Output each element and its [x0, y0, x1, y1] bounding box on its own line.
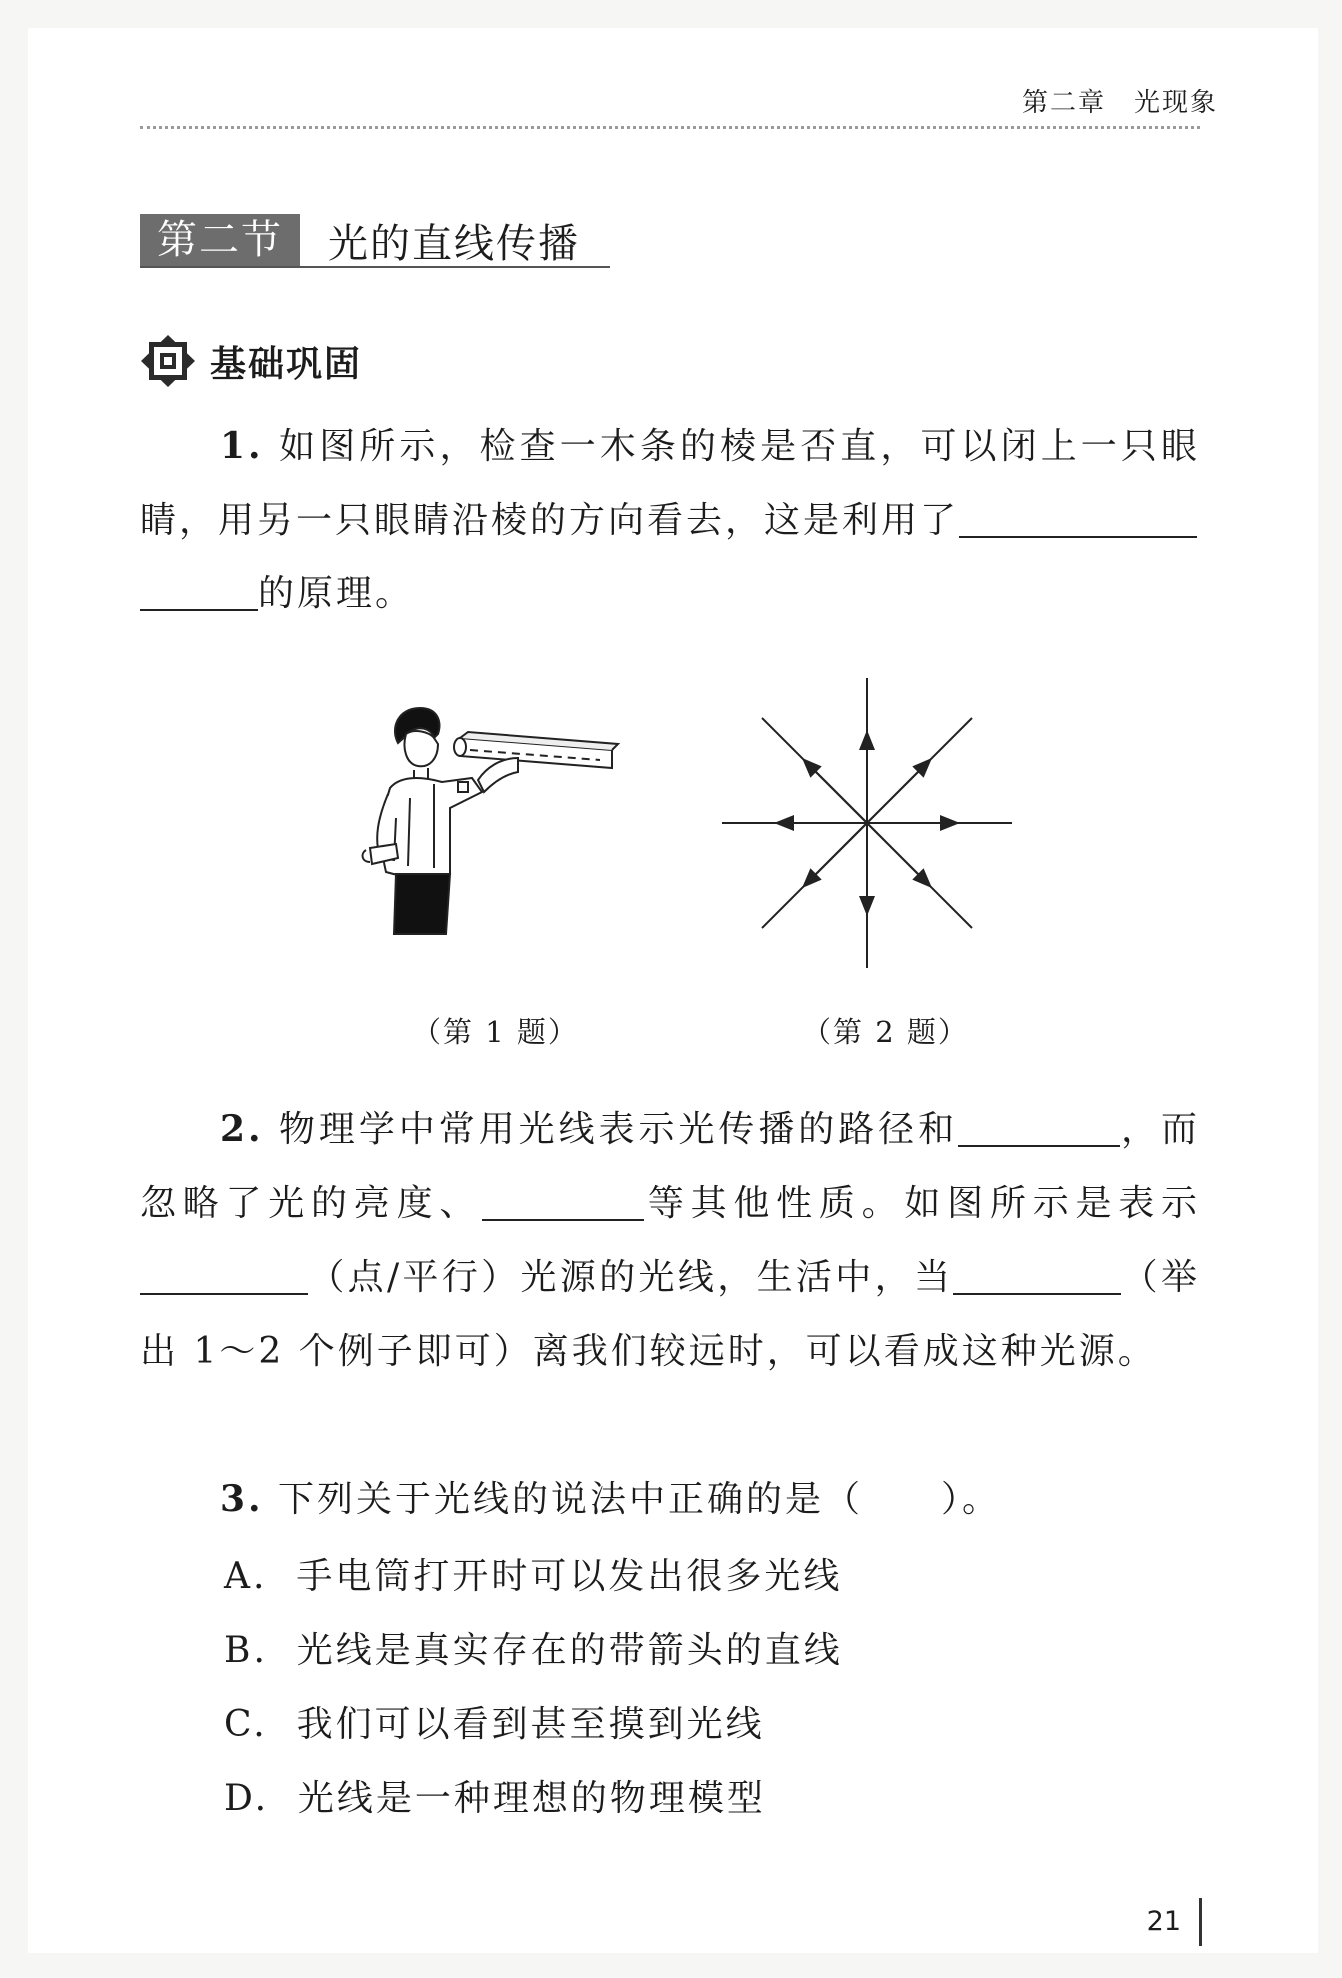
option-b[interactable]	[224, 1622, 843, 1673]
question-1-text: 如图所示，检查一木条的棱是否直，可以闭上一只眼睛，用另一只眼睛沿棱的方向看去，这是利用了	[140, 426, 1200, 541]
question-2-text-4: （点/平行）光源的光线，生活中，当	[308, 1257, 954, 1298]
question-1	[140, 409, 1200, 558]
option-d-text: 光线是一种理想的物理模型	[297, 1778, 766, 1819]
answer-blank-2c[interactable]	[140, 1253, 308, 1295]
question-1-text-end: 的原理。	[258, 573, 415, 614]
option-b-key: B.	[224, 1630, 268, 1671]
question-1-number: 1.	[220, 425, 264, 467]
subsection-label: 基础巩固	[210, 343, 363, 385]
question-3	[140, 1462, 1200, 1537]
option-a-key: A.	[224, 1556, 268, 1597]
chapter-title: 光现象	[1133, 88, 1218, 118]
answer-blank-2a[interactable]	[958, 1105, 1120, 1147]
option-a-text: 手电筒打开时可以发出很多光线	[296, 1556, 843, 1597]
section-label: 第二节	[140, 214, 300, 266]
figure-2-caption: （第 2 题）	[802, 1015, 969, 1049]
option-d-key: D.	[224, 1778, 270, 1819]
option-c[interactable]	[224, 1696, 765, 1747]
answer-blank-1b[interactable]	[140, 569, 258, 611]
running-header	[1022, 82, 1218, 119]
subsection-heading	[140, 334, 362, 388]
figure-2-light-rays	[722, 678, 1012, 968]
option-d[interactable]	[224, 1770, 766, 1821]
page-number: 21	[1147, 1898, 1202, 1946]
question-2	[140, 1092, 1200, 1389]
question-3-stem: 下列关于光线的说法中正确的是（ ）。	[278, 1479, 1002, 1520]
option-c-text: 我们可以看到甚至摸到光线	[296, 1704, 765, 1745]
section-heading	[140, 210, 610, 268]
figure-1-caption: （第 1 题）	[412, 1015, 579, 1049]
diamond-badge-icon	[140, 334, 196, 388]
chapter-number: 第二章	[1021, 88, 1106, 118]
section-title: 光的直线传播	[328, 221, 580, 267]
question-2-text-3: 等其他性质。如图所示是表示	[644, 1183, 1200, 1224]
option-b-text: 光线是真实存在的带箭头的直线	[296, 1630, 843, 1671]
question-2-text-5: （举出 1～2 个例子即可）离我们较远时，可以看成这种光源。	[140, 1257, 1200, 1372]
header-dotted-rule	[140, 126, 1200, 129]
option-c-key: C.	[224, 1704, 268, 1745]
answer-blank-1a[interactable]	[959, 496, 1197, 538]
question-2-text-1: 物理学中常用光线表示光传播的路径和	[278, 1109, 959, 1150]
question-2-number: 2.	[220, 1108, 264, 1150]
question-2-text-2: ，而忽略了光的亮度、	[140, 1109, 1200, 1224]
question-1-cont	[140, 557, 1200, 631]
answer-blank-2d[interactable]	[953, 1253, 1121, 1295]
figure-1-person-sighting-stick	[350, 698, 630, 958]
question-3-number: 3.	[220, 1478, 264, 1520]
answer-blank-2b[interactable]	[482, 1179, 644, 1221]
option-a[interactable]	[224, 1548, 842, 1599]
